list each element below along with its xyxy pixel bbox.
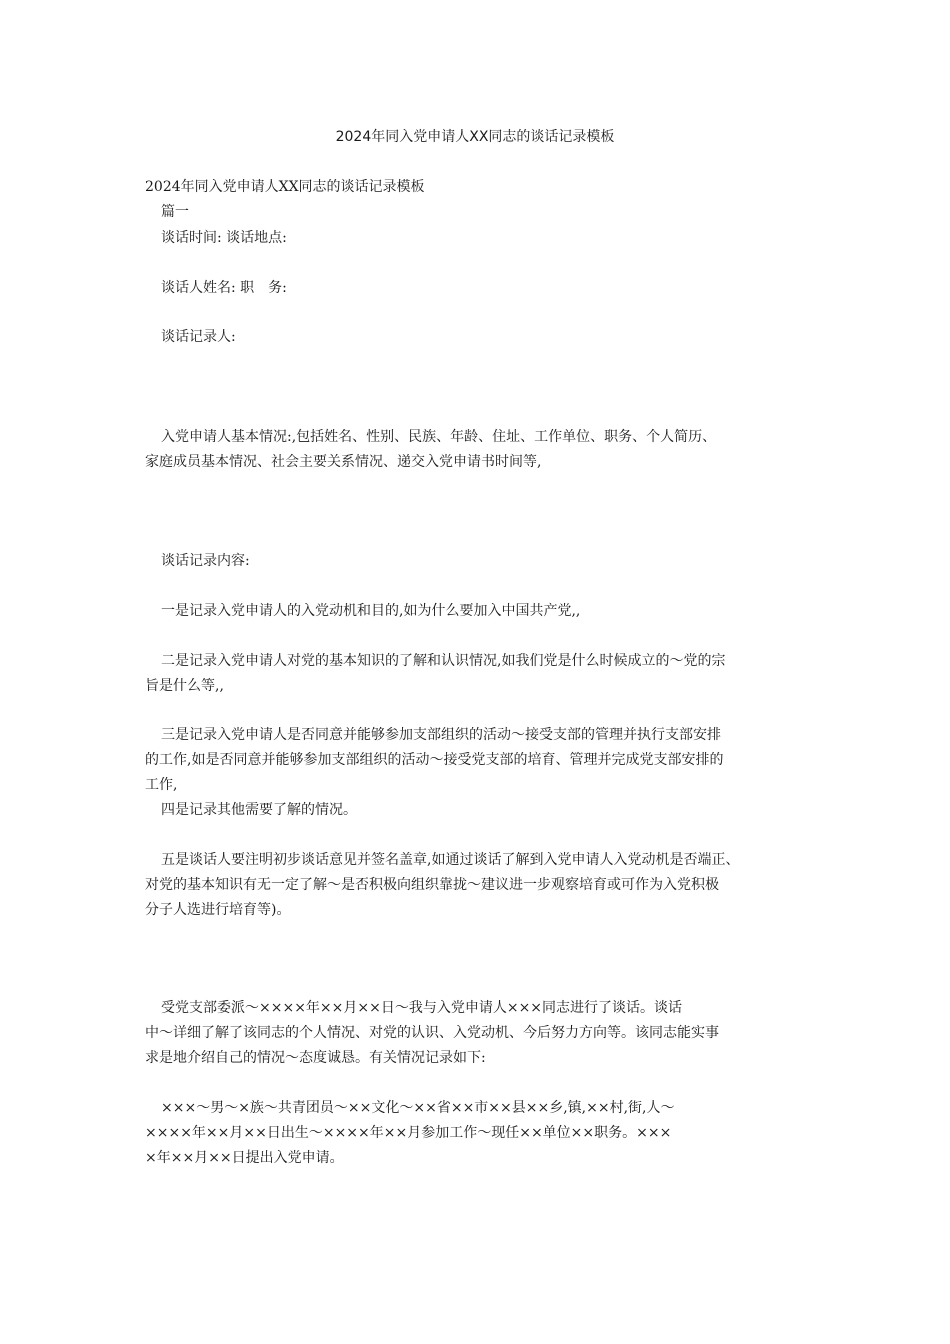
paragraph-line: 二是记录入党申请人对党的基本知识的了解和认识情况,如我们党是什么时候成立的～党的宗: [161, 653, 726, 669]
paragraph-line: 旨是什么等,,: [145, 678, 224, 694]
paragraph-line: 工作,: [145, 777, 178, 793]
paragraph-line: 中～详细了解了该同志的个人情况、对党的认识、入党动机、今后努力方向等。该同志能实事: [145, 1025, 719, 1041]
field-recorder: 谈话记录人:: [161, 329, 236, 345]
paragraph-line: 受党支部委派～××××年××月××日～我与入党申请人×××同志进行了谈话。谈话: [161, 1000, 683, 1016]
field-time-place: 谈话时间: 谈话地点:: [161, 230, 287, 246]
paragraph-line: 五是谈话人要注明初步谈话意见并签名盖章,如通过谈话了解到入党申请人入党动机是否端正、: [161, 852, 740, 868]
paragraph-line: 对党的基本知识有无一定了解～是否积极向组织靠拢～建议进一步观察培育或可作为入党积极: [145, 877, 719, 893]
paragraph-line: 家庭成员基本情况、社会主要关系情况、递交入党申请书时间等,: [145, 454, 542, 470]
body-heading: 2024年同入党申请人XX同志的谈话记录模板: [145, 179, 425, 195]
paragraph-line: 一是记录入党申请人的入党动机和目的,如为什么要加入中国共产党,,: [161, 603, 581, 619]
paragraph-line: ×年××月××日提出入党申请。: [145, 1150, 344, 1166]
section-label: 篇一: [161, 204, 189, 220]
field-interviewer-name: 谈话人姓名: 职 务:: [161, 280, 287, 296]
paragraph-line: 入党申请人基本情况:,包括姓名、性别、民族、年龄、住址、工作单位、职务、个人简历、: [161, 429, 717, 445]
paragraph-line: ×××～男～×族～共青团员～××文化～××省××市××县××乡,镇,××村,街,人～: [161, 1100, 675, 1116]
paragraph-line: 三是记录入党申请人是否同意并能够参加支部组织的活动～接受支部的管理并执行支部安排: [161, 727, 721, 743]
paragraph-line: 分子人选进行培育等)。: [145, 902, 291, 918]
document-title: 2024年同入党申请人XX同志的谈话记录模板: [335, 129, 615, 145]
paragraph-line: 的工作,如是否同意并能够参加支部组织的活动～接受党支部的培育、管理并完成党支部安排的: [145, 752, 724, 768]
section-label: 谈话记录内容:: [161, 553, 250, 569]
paragraph-line: ××××年××月××日出生～××××年××月参加工作～现任××单位××职务。×××: [145, 1125, 672, 1141]
paragraph-line: 求是地介绍自己的情况～态度诚恳。有关情况记录如下:: [145, 1050, 486, 1066]
paragraph-line: 四是记录其他需要了解的情况。: [161, 802, 357, 818]
